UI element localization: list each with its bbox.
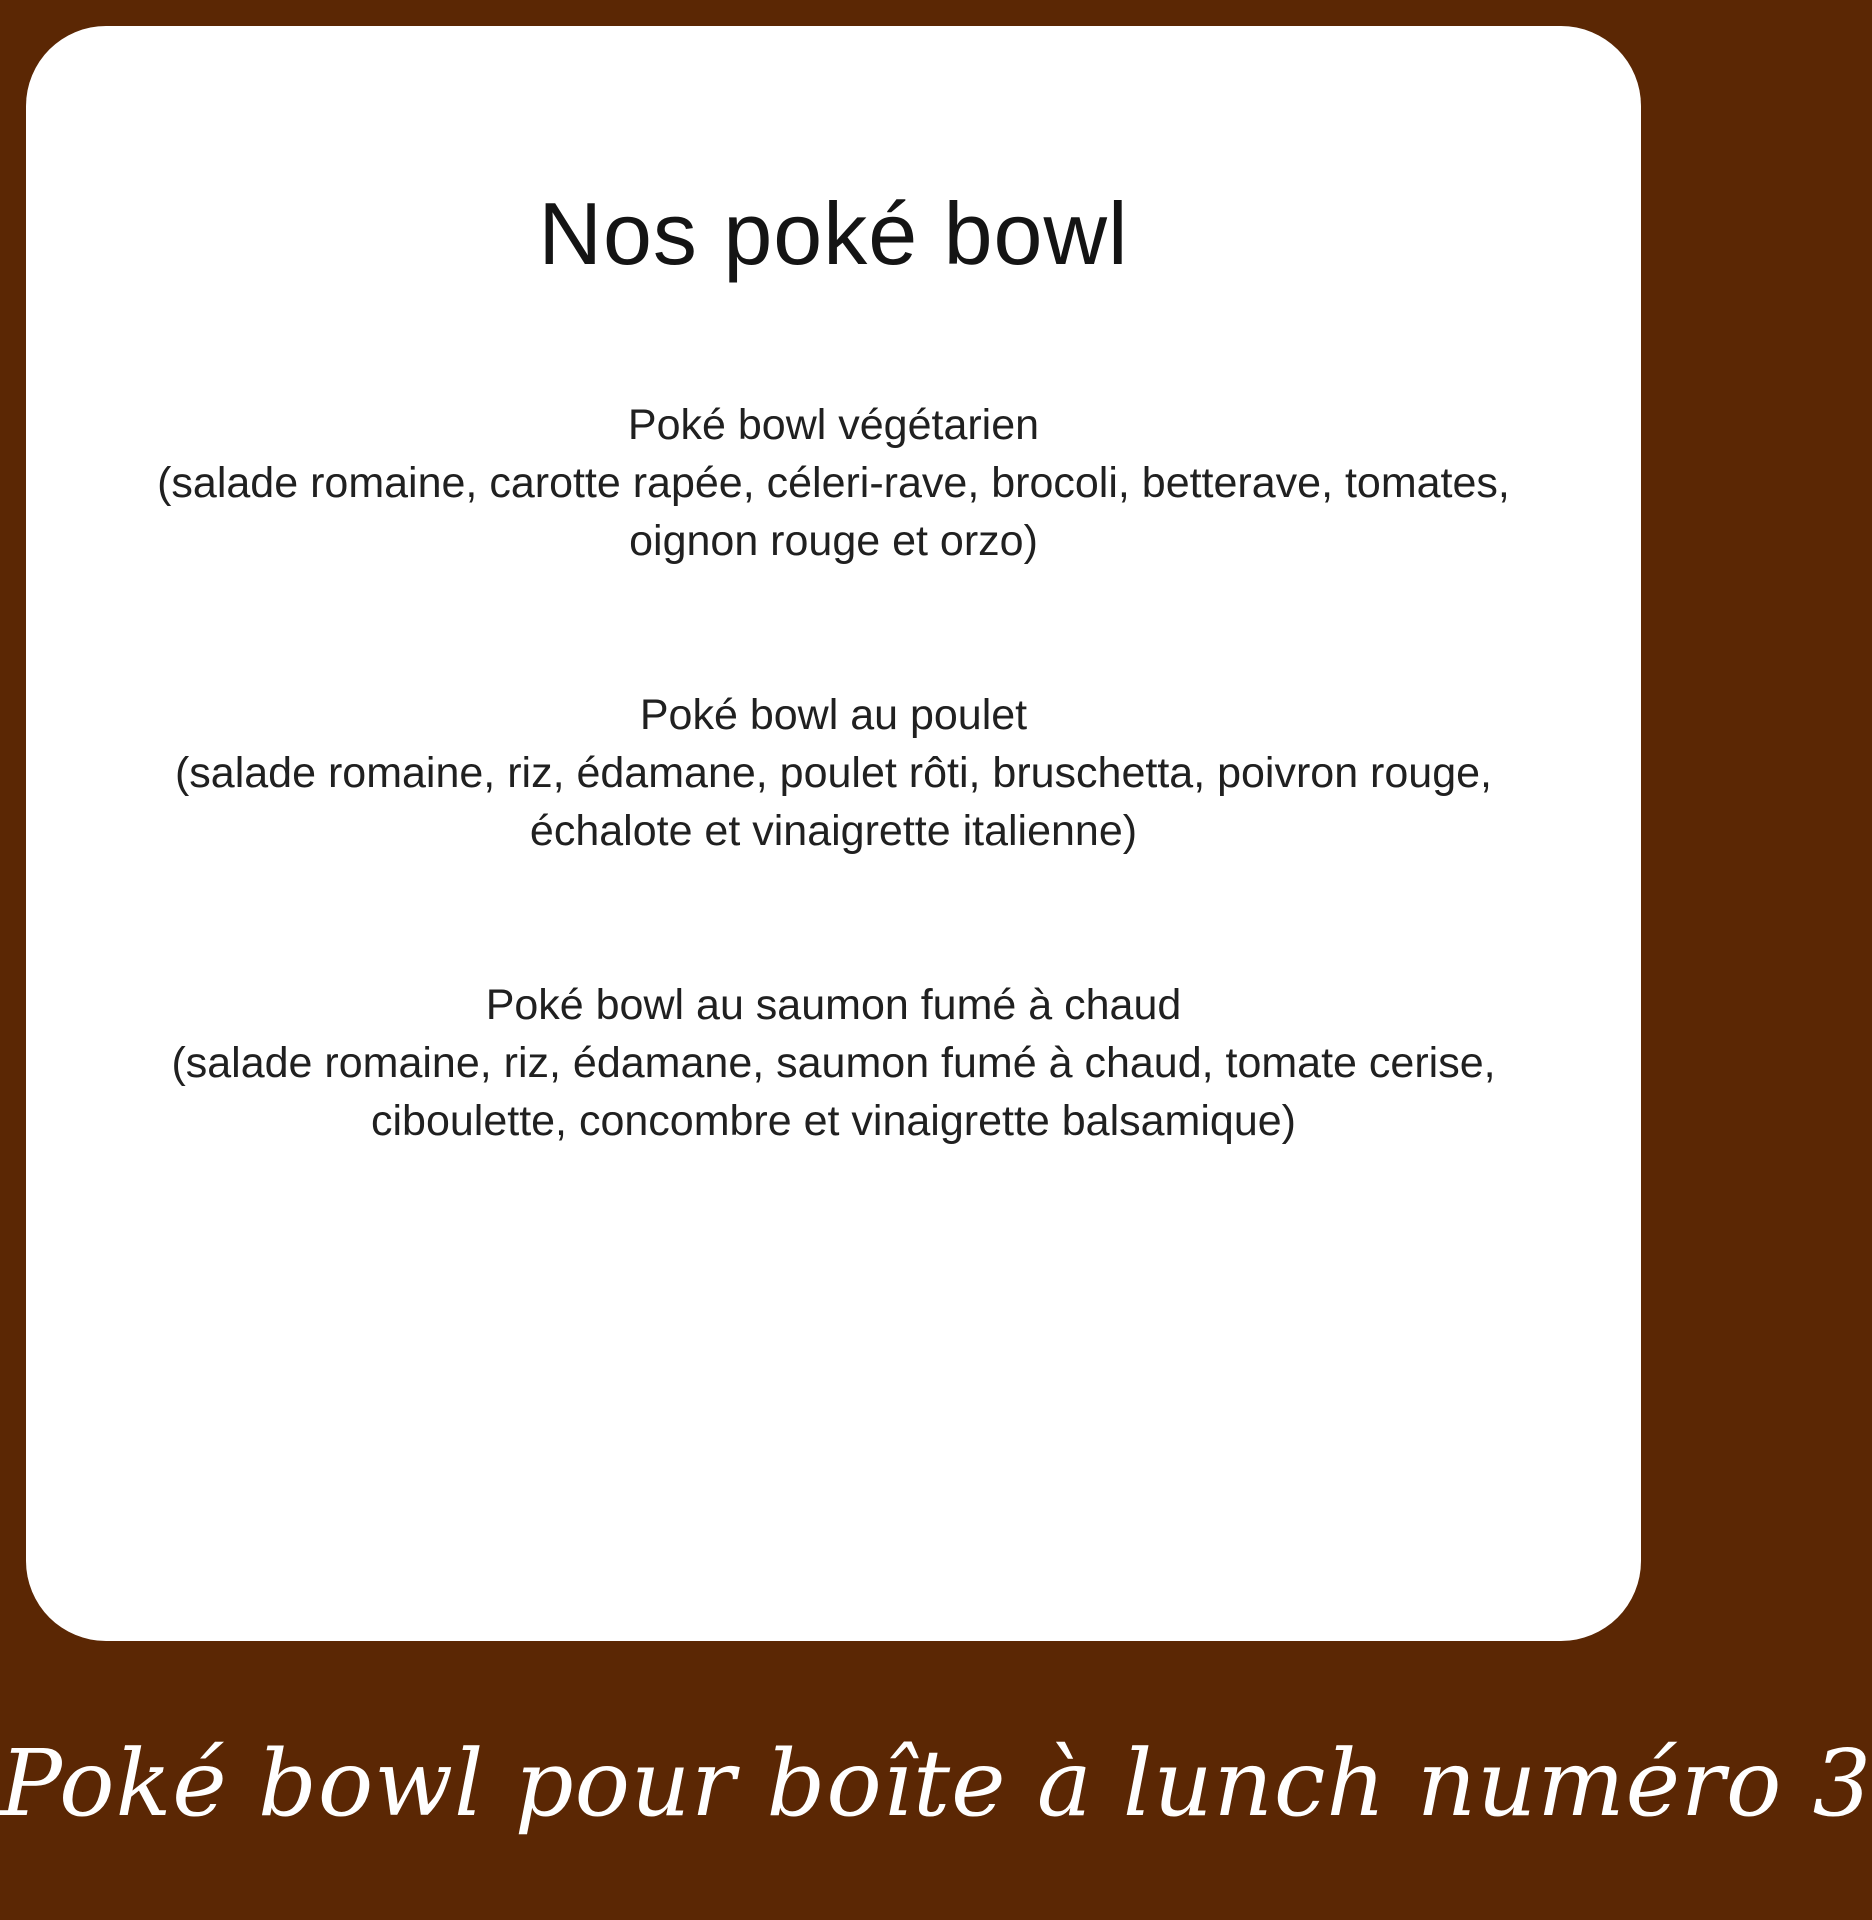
footer-caption: Poké bowl pour boîte à lunch numéro 3	[0, 1730, 1872, 1837]
page-title: Nos poké bowl	[538, 184, 1129, 283]
menu-card	[26, 26, 1641, 1641]
menu-item-name: Poké bowl végétarien	[627, 401, 1040, 449]
menu-item-name: Poké bowl au poulet	[639, 691, 1028, 739]
menu-item-chicken	[86, 686, 1581, 860]
menu-item-name: Poké bowl au saumon fumé à chaud	[485, 981, 1182, 1029]
menu-item-description: (salade romaine, riz, édamane, poulet rôti, bruschetta, poivron rouge, échalote et vinaigrette italienne)	[174, 749, 1492, 855]
menu-item-vegetarian	[86, 396, 1581, 570]
menu-item-description: (salade romaine, carotte rapée, céleri-rave, brocoli, betterave, tomates, oignon rouge et orzo)	[157, 459, 1510, 565]
menu-item-description: (salade romaine, riz, édamane, saumon fumé à chaud, tomate cerise, ciboulette, concombre et vinaigrette balsamique)	[171, 1039, 1496, 1145]
menu-list	[86, 396, 1581, 1266]
menu-item-smoked-salmon	[86, 976, 1581, 1150]
